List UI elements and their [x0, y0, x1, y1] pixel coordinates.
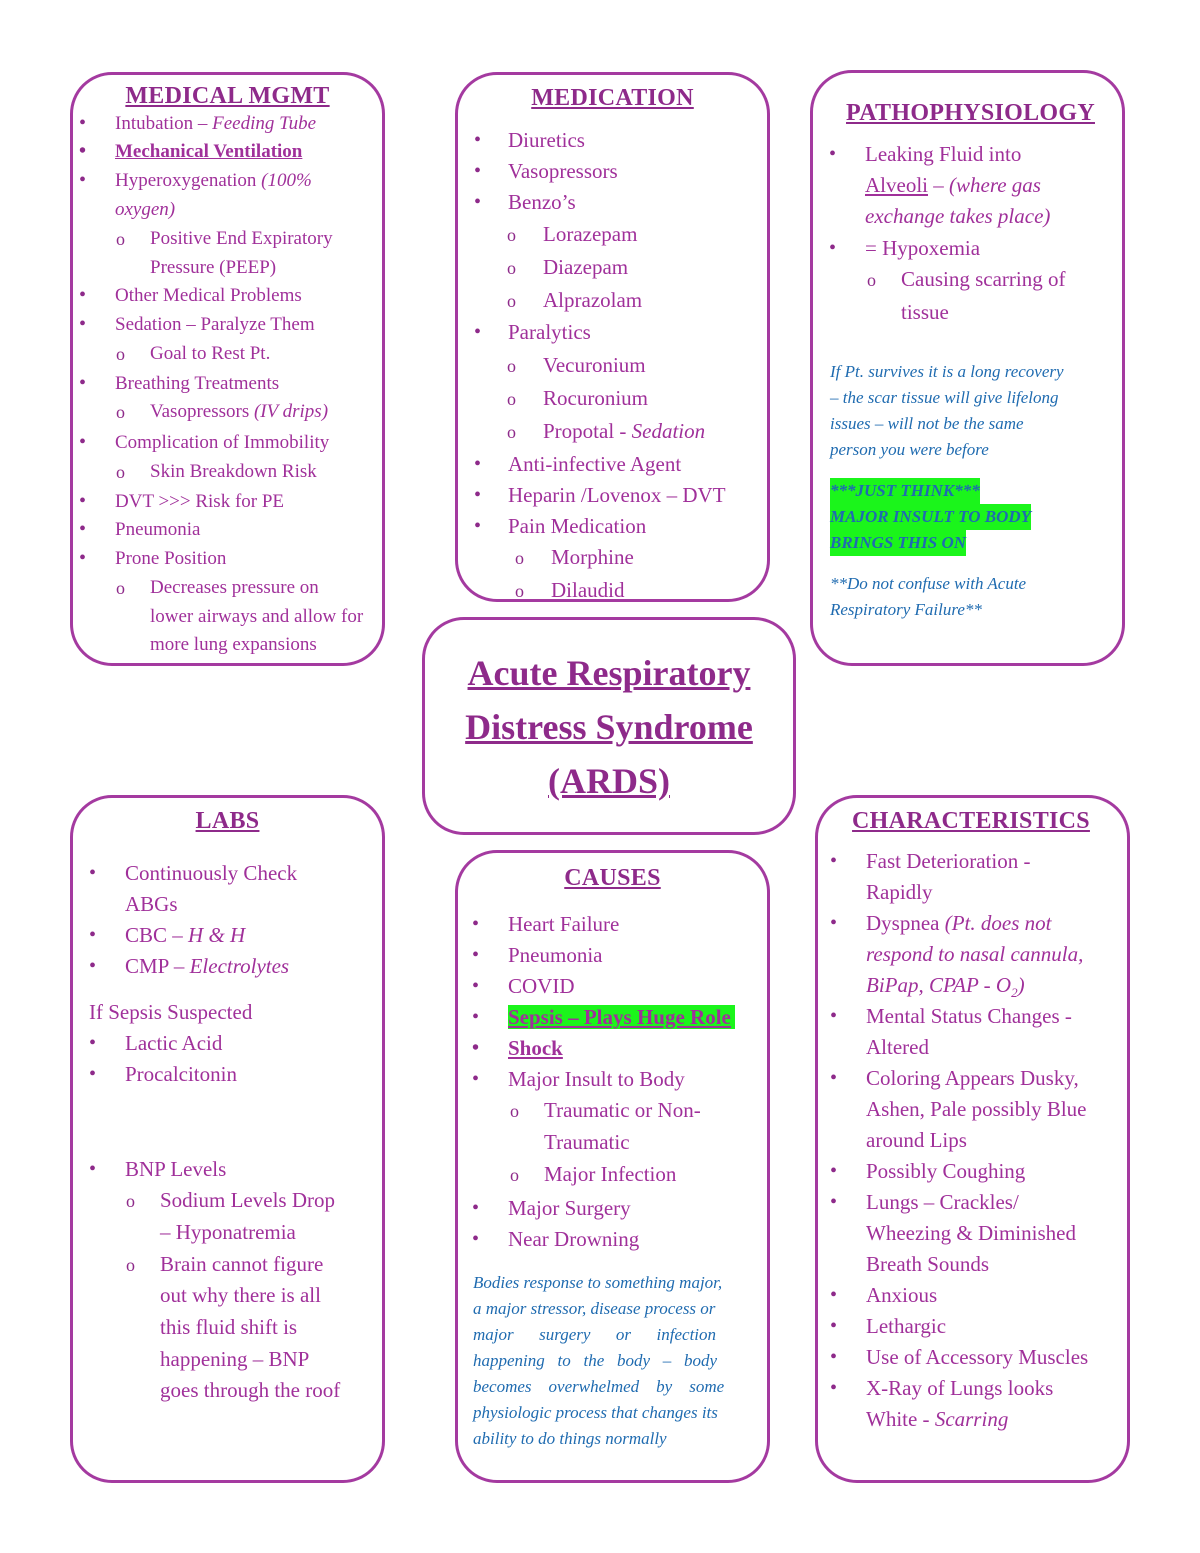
list-item: • Anti-infective Agent — [508, 449, 681, 480]
list-subitem: o Morphine — [551, 542, 634, 573]
warning-note: **Do not confuse with Acute — [830, 574, 1027, 593]
list-item: • Continuously Check — [125, 858, 297, 889]
list-subitem-cont: – Hyponatremia — [160, 1220, 296, 1244]
list-item: • Vasopressors — [508, 156, 618, 187]
medical-mgmt-card — [70, 72, 385, 666]
list-item: • BNP Levels — [125, 1154, 226, 1185]
causes-card — [455, 850, 770, 1483]
list-subitem: o Major Infection — [544, 1159, 676, 1190]
recovery-note: If Pt. survives it is a long recovery — [830, 362, 1064, 381]
list-subitem: o Causing scarring of — [901, 264, 1065, 295]
medical-mgmt-header: MEDICAL MGMT — [125, 83, 330, 109]
list-item: • Intubation – Feeding Tube — [115, 109, 316, 138]
list-item-cont: exchange takes place) — [865, 204, 1051, 228]
list-item: • Pneumonia — [508, 940, 603, 971]
pathophysiology-card — [810, 70, 1125, 666]
list-item-cont: BiPap, CPAP - $O_2$) — [866, 973, 1025, 1001]
list-item: • Sedation – Paralyze Them — [115, 310, 315, 339]
list-item-cont: Breath Sounds — [866, 1252, 990, 1276]
list-item: • Sepsis – Plays Huge Role — [508, 1002, 735, 1033]
list-item: • Heparin /Lovenox – DVT — [508, 480, 726, 511]
list-subitem-cont: Pressure (PEEP) — [150, 257, 277, 278]
labs-card — [70, 795, 385, 1483]
list-item-cont: Wheezing & Diminished — [866, 1221, 1076, 1245]
list-subitem-cont: out why there is all — [160, 1283, 321, 1307]
list-item: • CMP – Electrolytes — [125, 951, 289, 982]
list-subitem: o Positive End Expiratory — [150, 224, 333, 253]
causes-note: major surgery or infection — [473, 1325, 717, 1344]
page-title: (ARDS) — [548, 761, 670, 801]
list-item: • Diuretics — [508, 125, 585, 156]
list-item: • Pain Medication — [508, 511, 646, 542]
list-item: • Anxious — [866, 1280, 937, 1311]
think-highlight: MAJOR INSULT TO BODY — [830, 504, 1031, 530]
list-subitem: o Vasopressors (IV drips) — [150, 397, 328, 426]
list-item: • Procalcitonin — [125, 1059, 237, 1090]
page-title: Distress Syndrome — [465, 707, 753, 747]
list-item-cont: around Lips — [866, 1128, 967, 1152]
list-subitem: o Propotal - Sedation — [543, 416, 705, 447]
pathophysiology-header: PATHOPHYSIOLOGY — [846, 100, 1095, 126]
list-subitem: o Vecuronium — [543, 350, 646, 381]
list-item: • Benzo’s — [508, 187, 576, 218]
list-subitem-cont: this fluid shift is — [160, 1315, 298, 1339]
list-subitem-cont: goes through the roof — [160, 1378, 341, 1402]
labs-header: LABS — [195, 808, 260, 834]
think-highlight: BRINGS THIS ON — [830, 530, 966, 556]
causes-note: ability to do things normally — [473, 1429, 667, 1448]
list-item: • Mechanical Ventilation — [115, 137, 302, 166]
list-subitem: o Lorazepam — [543, 219, 637, 250]
causes-note: physiologic process that changes its — [473, 1403, 718, 1422]
list-item: • Hyperoxygenation (100% — [115, 166, 312, 195]
page-title: Acute Respiratory — [467, 653, 751, 693]
list-subitem: o Decreases pressure on — [150, 573, 319, 602]
list-item: • Heart Failure — [508, 909, 619, 940]
list-subitem: o Brain cannot figure — [160, 1249, 323, 1280]
medication-header: MEDICATION — [531, 85, 694, 111]
list-item-cont: White - Scarring — [866, 1407, 1009, 1431]
list-item: • X-Ray of Lungs looks — [866, 1373, 1053, 1404]
list-item: • Fast Deterioration - — [866, 846, 1030, 877]
list-item: • Breathing Treatments — [115, 369, 279, 398]
list-subitem-cont: Traumatic — [544, 1130, 630, 1154]
list-item: • Leaking Fluid into — [865, 139, 1021, 170]
list-subitem: o Alprazolam — [543, 285, 642, 316]
list-item-cont: Alveoli – (where gas — [865, 173, 1041, 197]
list-item-cont: Rapidly — [866, 880, 933, 904]
causes-note: becomes overwhelmed by some — [473, 1377, 725, 1396]
warning-note: Respiratory Failure** — [830, 600, 982, 619]
list-item: • DVT >>> Risk for PE — [115, 487, 284, 516]
list-item: • Major Surgery — [508, 1193, 631, 1224]
list-item: • CBC – H & H — [125, 920, 245, 951]
list-subitem: o Rocuronium — [543, 383, 648, 414]
characteristics-card — [815, 795, 1130, 1483]
list-subitem: o Goal to Rest Pt. — [150, 339, 270, 368]
list-item: • Lethargic — [866, 1311, 946, 1342]
list-item: • COVID — [508, 971, 575, 1002]
list-item: • = Hypoxemia — [865, 233, 980, 264]
title-card — [422, 617, 796, 835]
list-item: • Pneumonia — [115, 515, 201, 544]
list-item: • Near Drowning — [508, 1224, 639, 1255]
list-subitem: o Sodium Levels Drop — [160, 1185, 335, 1216]
recovery-note: issues – will not be the same — [830, 414, 1024, 433]
list-subitem: o Skin Breakdown Risk — [150, 457, 317, 486]
list-subitem: o Dilaudid — [551, 575, 625, 606]
causes-note: Bodies response to something major, — [473, 1273, 723, 1292]
recovery-note: – the scar tissue will give lifelong — [830, 388, 1059, 407]
characteristics-header: CHARACTERISTICS — [852, 808, 1090, 834]
causes-header: CAUSES — [564, 865, 661, 891]
list-item: • Lactic Acid — [125, 1028, 222, 1059]
medication-card — [455, 72, 770, 602]
recovery-note: person you were before — [830, 440, 989, 459]
list-item-cont: oxygen) — [115, 199, 176, 220]
list-item: • Dyspnea (Pt. does not — [866, 908, 1051, 939]
list-item: • Use of Accessory Muscles — [866, 1342, 1088, 1373]
causes-note: happening to the body – body — [473, 1351, 718, 1370]
list-item: • Complication of Immobility — [115, 428, 329, 457]
list-subitem: o Traumatic or Non- — [544, 1095, 701, 1126]
list-subitem-cont: more lung expansions — [150, 634, 317, 655]
labs-subheading: If Sepsis Suspected — [89, 1000, 253, 1024]
list-item-cont: respond to nasal cannula, — [866, 942, 1084, 966]
think-highlight: ***JUST THINK*** — [830, 478, 980, 504]
list-subitem: o Diazepam — [543, 252, 628, 283]
list-item: • Possibly Coughing — [866, 1156, 1025, 1187]
list-item: • Coloring Appears Dusky, — [866, 1063, 1079, 1094]
list-subitem-cont: tissue — [901, 300, 949, 324]
causes-note: a major stressor, disease process or — [473, 1299, 716, 1318]
list-item: • Prone Position — [115, 544, 226, 573]
list-item: • Other Medical Problems — [115, 281, 302, 310]
list-item: • Shock — [508, 1033, 563, 1064]
list-item-cont: Ashen, Pale possibly Blue — [866, 1097, 1087, 1121]
list-item-cont: ABGs — [125, 892, 178, 916]
list-subitem-cont: lower airways and allow for — [150, 606, 364, 627]
list-item: • Paralytics — [508, 317, 591, 348]
list-item: • Mental Status Changes - — [866, 1001, 1072, 1032]
list-item: • Major Insult to Body — [508, 1064, 685, 1095]
list-subitem-cont: happening – BNP — [160, 1347, 310, 1371]
list-item-cont: Altered — [866, 1035, 929, 1059]
list-item: • Lungs – Crackles/ — [866, 1187, 1019, 1218]
